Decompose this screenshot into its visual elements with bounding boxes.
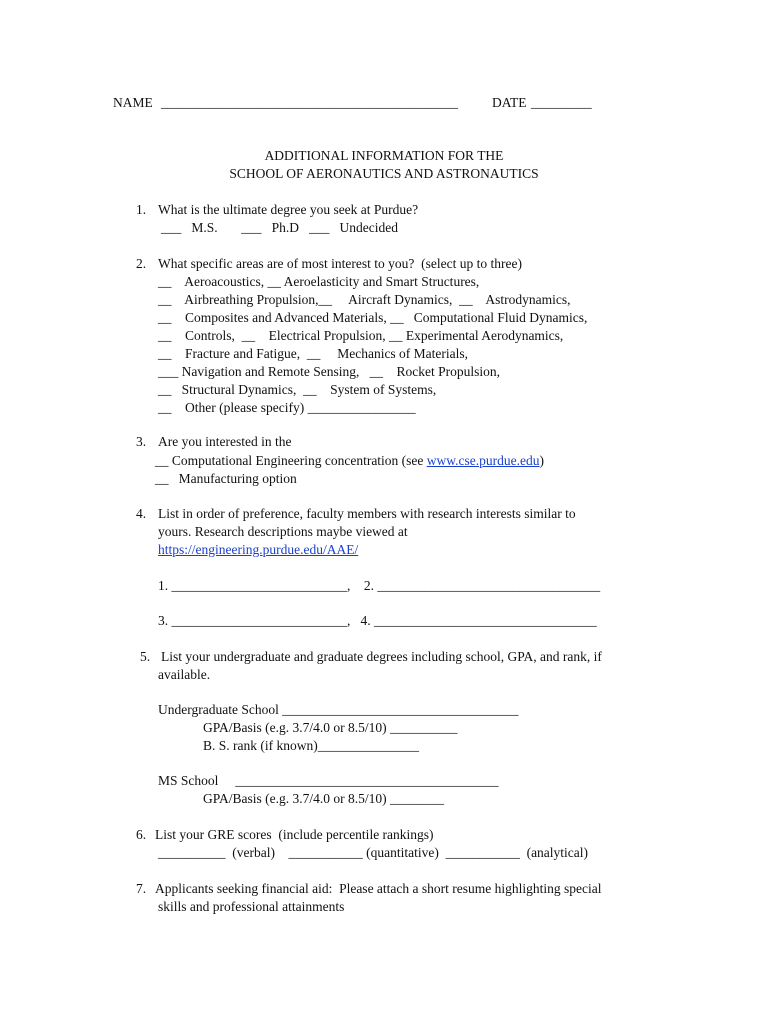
title-line-1: ADDITIONAL INFORMATION FOR THE bbox=[264, 148, 504, 163]
name-blank[interactable]: ____________________________________________ bbox=[161, 95, 458, 110]
q6-number: 6. bbox=[136, 827, 147, 842]
q4-faculty-row-2[interactable]: 3. __________________________, 4. _________________________________ bbox=[158, 613, 597, 628]
q7-line-2: skills and professional attainments bbox=[158, 899, 345, 914]
q2-option-line[interactable]: __ Controls, __ Electrical Propulsion, __ Experimental Aerodynamics, bbox=[158, 328, 564, 343]
q3-number: 3. bbox=[136, 434, 147, 449]
q5-line-2: available. bbox=[158, 667, 211, 682]
q4-number: 4. bbox=[136, 506, 147, 521]
q2-option-line[interactable]: ___ Navigation and Remote Sensing, __ Rocket Propulsion, bbox=[158, 364, 500, 379]
q2-text: What specific areas are of most interest to you? (select up to three) bbox=[158, 256, 522, 271]
ms-gpa-field[interactable]: GPA/Basis (e.g. 3.7/4.0 or 8.5/10) ________ bbox=[203, 791, 445, 806]
q2-option-line[interactable]: __ Composites and Advanced Materials, __ Computational Fluid Dynamics, bbox=[158, 310, 588, 325]
q2-option-line[interactable]: __ Fracture and Fatigue, __ Mechanics of Materials, bbox=[158, 346, 469, 361]
ug-rank-field[interactable]: B. S. rank (if known)_______________ bbox=[203, 738, 419, 753]
name-label: NAME bbox=[113, 95, 153, 110]
ms-school-field[interactable]: MS School _______________________________________ bbox=[158, 773, 499, 788]
q7-number: 7. bbox=[136, 881, 147, 896]
ug-school-field[interactable]: Undergraduate School ___________________________________ bbox=[158, 702, 519, 717]
date-blank[interactable]: _________ bbox=[531, 95, 592, 110]
q2-option-line[interactable]: __ Aeroacoustics, __ Aeroelasticity and Smart Structures, bbox=[158, 274, 480, 289]
q7-line-1: Applicants seeking financial aid: Please attach a short resume highlighting special bbox=[155, 881, 602, 896]
q3-option-cse-suffix: ) bbox=[539, 453, 545, 468]
q6-text: List your GRE scores (include percentile rankings) bbox=[155, 827, 434, 842]
q3-option-cse-prefix: __ Computational Engineering concentration (see bbox=[155, 453, 427, 468]
q4-line-2: yours. Research descriptions maybe viewed at bbox=[158, 524, 408, 539]
q5-number: 5. bbox=[140, 649, 151, 664]
ug-gpa-field[interactable]: GPA/Basis (e.g. 3.7/4.0 or 8.5/10) __________ bbox=[203, 720, 458, 735]
date-label: DATE bbox=[492, 95, 527, 110]
q1-text: What is the ultimate degree you seek at Purdue? bbox=[158, 202, 419, 217]
q4-faculty-row-1[interactable]: 1. __________________________, 2. _________________________________ bbox=[158, 578, 601, 593]
cse-link[interactable]: www.cse.purdue.edu bbox=[426, 453, 540, 468]
q3-option-manufacturing[interactable]: __ Manufacturing option bbox=[155, 471, 297, 486]
aae-link[interactable]: https://engineering.purdue.edu/AAE/ bbox=[158, 542, 359, 557]
q3-text: Are you interested in the bbox=[158, 434, 292, 449]
q5-line-1: List your undergraduate and graduate degrees including school, GPA, and rank, if bbox=[161, 649, 602, 664]
gre-scores-field[interactable]: __________ (verbal) ___________ (quantitative) ___________ (analytical) bbox=[158, 845, 589, 860]
q1-options[interactable]: ___ M.S. ___ Ph.D ___ Undecided bbox=[161, 220, 398, 235]
q3-option-cse[interactable] bbox=[155, 452, 544, 470]
q2-option-line[interactable]: __ Airbreathing Propulsion,__ Aircraft Dynamics, __ Astrodynamics, bbox=[158, 292, 571, 307]
q2-number: 2. bbox=[136, 256, 147, 271]
title-line-2: SCHOOL OF AERONAUTICS AND ASTRONAUTICS bbox=[229, 166, 539, 181]
q2-option-line[interactable]: __ Other (please specify) ________________ bbox=[158, 400, 416, 415]
q2-option-line[interactable]: __ Structural Dynamics, __ System of Systems, bbox=[158, 382, 437, 397]
q1-number: 1. bbox=[136, 202, 147, 217]
q4-line-1: List in order of preference, faculty members with research interests similar to bbox=[158, 506, 576, 521]
